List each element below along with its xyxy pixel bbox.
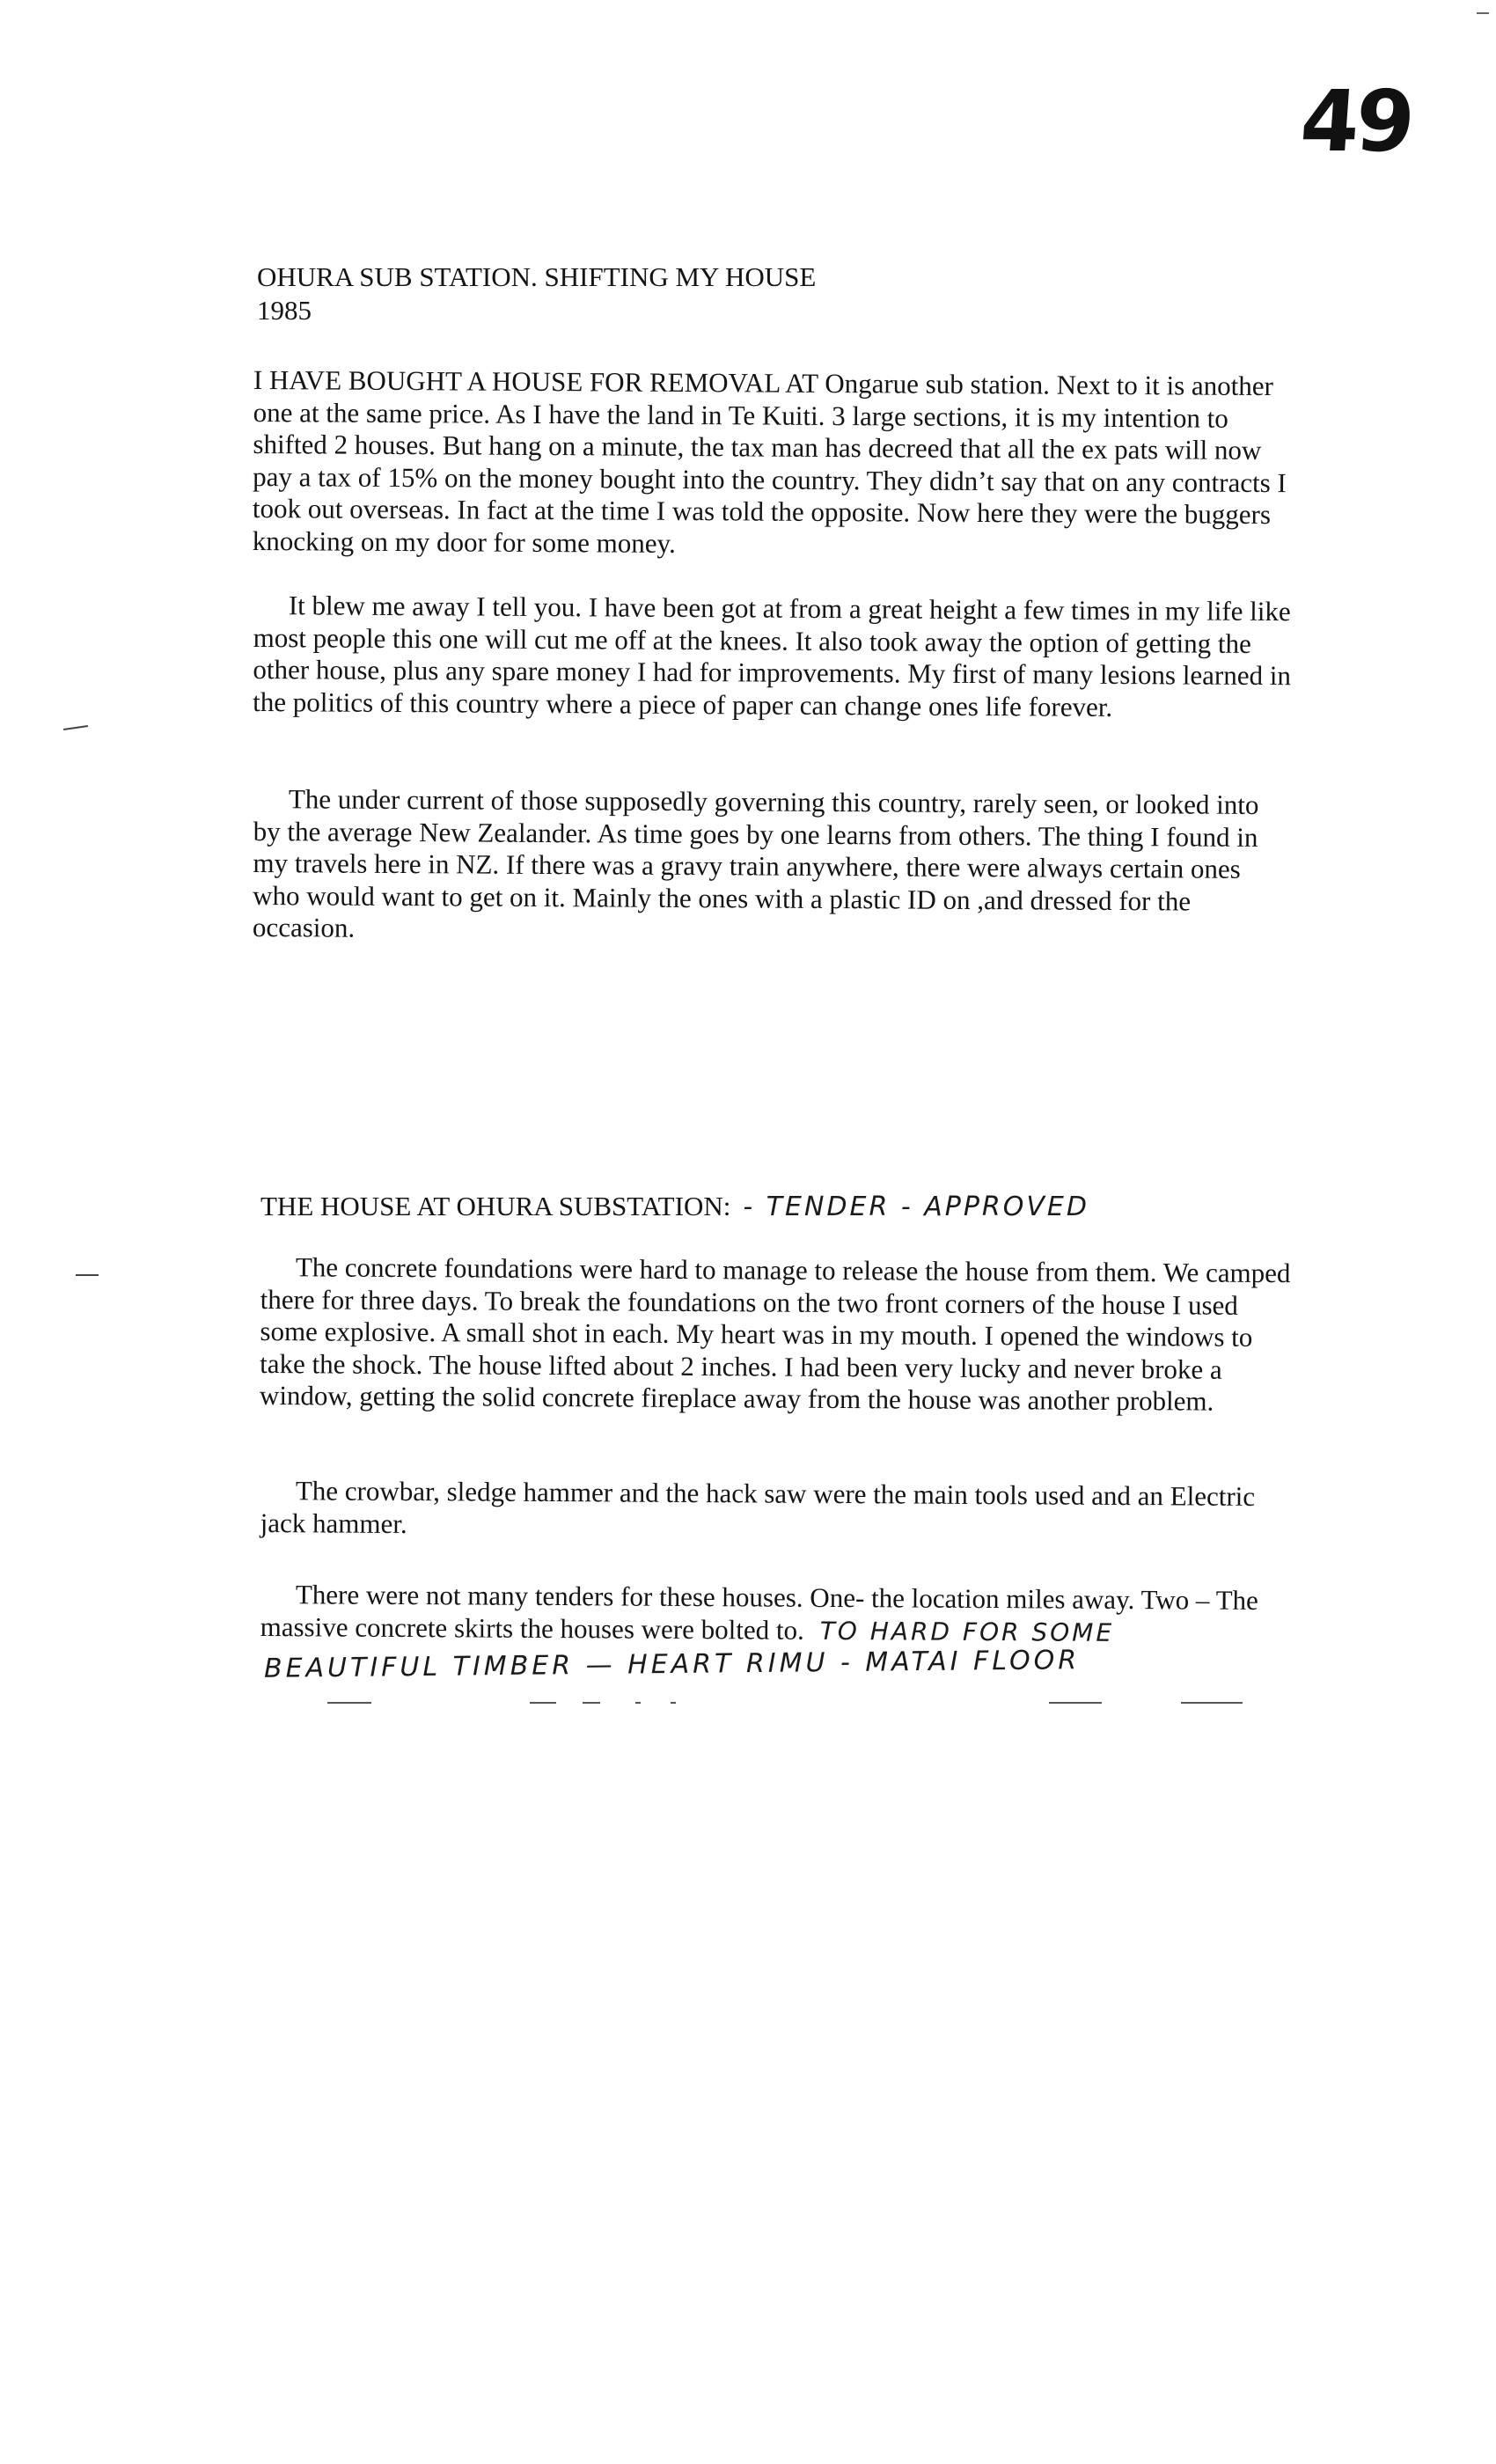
paragraph <box>260 1475 1299 1545</box>
section-title-shifting-house: OHURA SUB STATION. SHIFTING MY HOUSE <box>257 261 817 292</box>
paragraph <box>260 1251 1299 1419</box>
handwritten-line: BEAUTIFUL TIMBER — HEART RIMU - MATAI FLOOR <box>263 1645 1081 1684</box>
underline-dashes <box>327 1700 1243 1705</box>
paragraph <box>260 1579 1299 1650</box>
paragraph-text: The under current of those supposedly governing this country, rarely seen, or looked into by the average New Zealander. As time goes by one learns from others. The thing I found in my travels here in NZ. If there was a gravy train anywhere, there were always certain ones who would want to get on it. Mainly the ones with a plastic ID on ,and dressed for the occasion. <box>252 783 1259 943</box>
page-number: 49 <box>1297 72 1415 171</box>
paragraph <box>253 590 1292 724</box>
section-title-text: THE HOUSE AT OHURA SUBSTATION: <box>260 1191 731 1221</box>
section-year: 1985 <box>257 295 312 326</box>
section-title-ohura-substation <box>260 1190 1089 1224</box>
paragraph-text: It blew me away I tell you. I have been got at from a great height a few times in my life like most people this one will cut me off at the knees. It also took away the option of getting the other house, plus any spare money I had for improvements. My first of many lesions learned in the politics of this country where a piece of paper can change ones life forever. <box>253 590 1291 722</box>
margin-mark <box>63 725 88 730</box>
margin-mark <box>76 1274 99 1276</box>
paragraph-text: There were not many tenders for these houses. One- the location miles away. Two – The massive concrete skirts the houses were bolted to. <box>260 1579 1258 1646</box>
paragraph-text: The crowbar, sledge hammer and the hack saw were the main tools used and an Electric jack hammer. <box>260 1475 1256 1539</box>
paragraph-text: I HAVE BOUGHT A HOUSE FOR REMOVAL AT Ongarue sub station. Next to it is another one at the same price. As I have the land in Te Kuiti. 3 large sections, it is my intention to shifted 2 houses. But hang on a minute, the tax man has decreed that all the ex pats will now pay a tax of 15% on the money bought into the country. They didn’t say that on any contracts I took out overseas. In fact at the time I was told the opposite. Now here they were the buggers knocking on my door for some money. <box>252 364 1287 559</box>
handwritten-inline-note: TO HARD FOR SOME <box>819 1616 1115 1647</box>
paragraph-text: The concrete foundations were hard to manage to release the house from them. We camped there for three days. To break the foundations on the two front corners of the house I used some explosive. A small shot in each. My heart was in my mouth. I opened the windows to take the shock. The house lifted about 2 inches. I had been very lucky and never broke a window, getting the solid concrete fireplace away from the house was another problem. <box>259 1251 1291 1417</box>
scan-mark <box>1477 12 1489 14</box>
handwritten-note: - TENDER - APPROVED <box>743 1192 1089 1222</box>
paragraph <box>253 783 1292 950</box>
paragraph <box>253 364 1292 563</box>
